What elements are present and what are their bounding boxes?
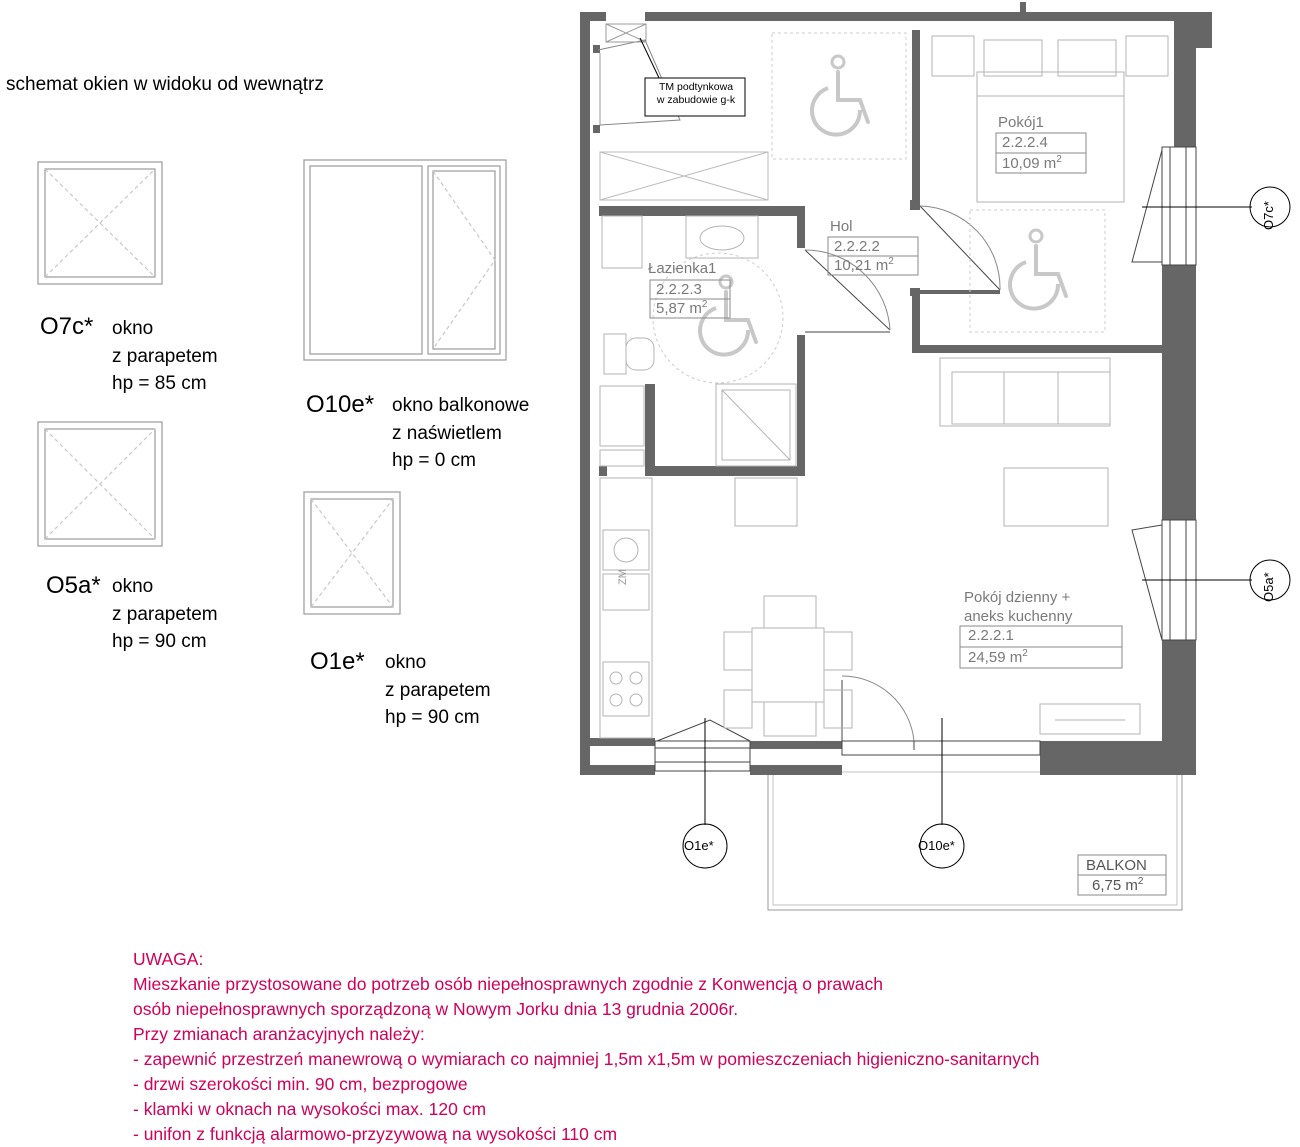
accessibility-notice [133, 947, 1040, 1147]
fridge-label: ZM [617, 569, 629, 585]
window-code-o1e: O1e* [310, 648, 365, 675]
window-desc-line: okno [385, 652, 427, 673]
room-name-hol: Hol [830, 218, 853, 235]
window-tag-o1e: O1e* [684, 838, 714, 853]
room-number-pokoj1: 2.2.2.4 [1002, 134, 1048, 151]
window-o10e-plan [842, 741, 1040, 755]
window-code-o10e: O10e* [306, 391, 375, 418]
table-icon [724, 596, 852, 736]
sink-icon [603, 530, 649, 570]
window-desc-line: z parapetem [112, 603, 218, 625]
walls [580, 2, 1212, 775]
room-area-pokoj-dzienny: 24,59 $m^2$ [968, 648, 1028, 666]
room-name-lazienka1: Łazienka1 [648, 260, 717, 277]
window-o1e-plan [655, 741, 750, 771]
notice-line: - klamki w oknach na wysokości max. 120 cm [133, 1099, 487, 1119]
window-tag-o7c: O7c* [1261, 201, 1276, 230]
entrance-door [600, 24, 646, 125]
room-number-pokoj-dzienny: 2.2.2.1 [968, 627, 1014, 644]
window-tag-o10e: O10e* [918, 838, 955, 853]
window-desc-line: z parapetem [112, 345, 218, 367]
window-desc-line: z parapetem [385, 679, 491, 701]
room-name-balkon: BALKON [1086, 857, 1147, 874]
window-code-o7c: O7c* [40, 313, 94, 340]
window-desc-line: hp = 0 cm [392, 450, 476, 471]
window-desc-line: hp = 90 cm [385, 707, 480, 728]
tm-callout-text [651, 81, 741, 107]
room-area-hol: 10,21 $m^2$ [834, 256, 894, 274]
window-desc-line: hp = 85 cm [112, 373, 207, 394]
room-area-balkon: 6,75 $m^2$ [1092, 876, 1144, 894]
notice-line: - unifon z funkcją alarmowo-przyzywową na wysokości 110 cm [133, 1124, 618, 1144]
toilet-icon [604, 334, 654, 374]
room-name-line: Pokój dzienny + [964, 589, 1071, 606]
notice-line: Mieszkanie przystosowane do potrzeb osób niepełnosprawnych zgodnie z Konwencją o prawach [133, 974, 884, 994]
wardrobe [600, 152, 768, 200]
callout-line: w zabudowie g-k [656, 94, 736, 106]
window-desc-line: okno [112, 318, 154, 339]
room-name-line: aneks kuchenny [964, 608, 1073, 625]
legend-title: schemat okien w widoku od wewnątrz [6, 74, 324, 95]
notice-line: osób niepełnosprawnych sporządzoną w Nowym Jorku dnia 13 grudnia 2006r. [133, 999, 739, 1019]
room-name-pokoj1: Pokój1 [998, 114, 1044, 131]
room-number-hol: 2.2.2.2 [834, 238, 880, 255]
sofa-icon [940, 358, 1110, 426]
callout-line: TM podtynkowa [658, 81, 734, 93]
room-name-pokoj-dzienny [964, 588, 1072, 626]
window-desc-line: z naświetlem [392, 422, 502, 444]
wheelchair-icon [970, 210, 1105, 332]
notice-line: - drzwi szerokości min. 90 cm, bezprogowe [133, 1074, 468, 1094]
window-desc-line: okno [112, 576, 154, 597]
stove-icon [603, 662, 649, 716]
notice-line: - zapewnić przestrzeń manewrową o wymiarach co najmniej 1,5m x1,5m w pomieszczeniach higieniczno-sanitarnych [133, 1049, 1040, 1069]
window-tag-o5a: O5a* [1261, 572, 1276, 602]
room-number-lazienka1: 2.2.2.3 [656, 281, 702, 298]
bed-icon [932, 36, 1168, 202]
sink-icon [686, 216, 758, 258]
tv-unit [1040, 704, 1140, 734]
room-area-lazienka1: 5,87 $m^2$ [656, 299, 708, 317]
window-code-o5a: O5a* [46, 572, 101, 599]
coffee-table [1004, 468, 1108, 526]
room-area-pokoj1: 10,09 $m^2$ [1002, 154, 1062, 172]
notice-line: Przy zmianach aranżacyjnych należy: [133, 1024, 425, 1044]
shower-icon [716, 384, 796, 466]
window-desc-line: hp = 90 cm [112, 631, 207, 652]
notice-heading: UWAGA: [133, 949, 204, 969]
wheelchair-icon [772, 33, 906, 159]
window-o7c-plan [1162, 147, 1196, 265]
window-desc-line: okno balkonowe [392, 395, 530, 416]
